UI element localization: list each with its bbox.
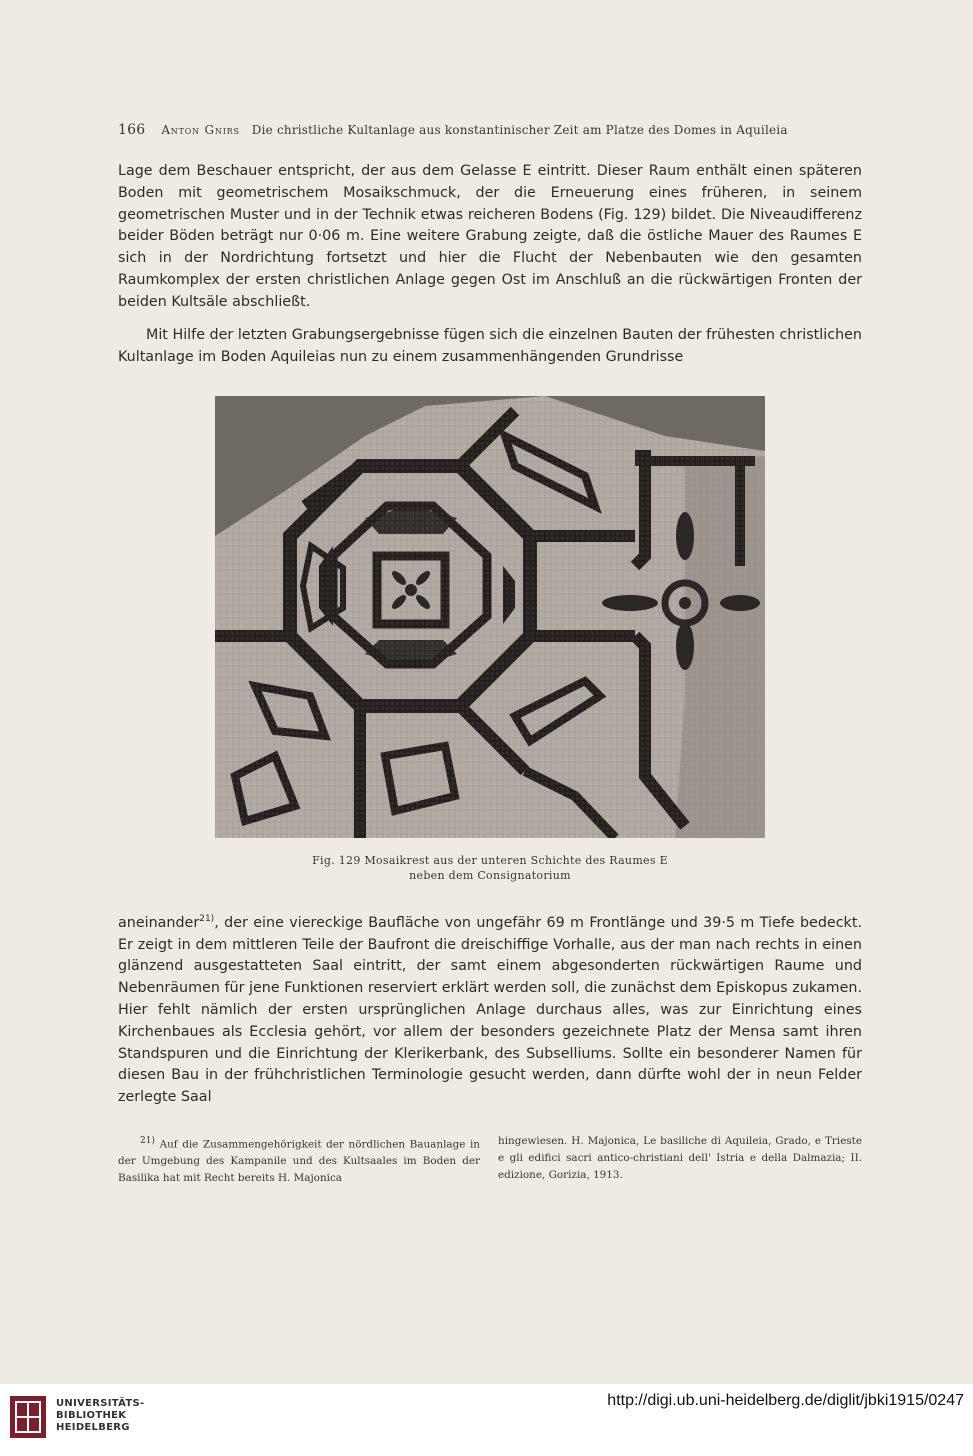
mosaic-photo xyxy=(215,396,765,838)
library-logo-icon xyxy=(8,1392,48,1442)
paragraph-2: Mit Hilfe der letzten Grabungsergebnisse fügen sich die einzelnen Bauten der frühesten christlichen Kultanlage im Boden Aquileias nun zu einem zusammenhängenden Grundrisse xyxy=(118,327,862,365)
footnote-reference: 21) xyxy=(199,914,215,924)
footnote-left-text: Auf die Zusammengehörigkeit der nördlichen Bauanlage in der Umgebung des Kampanile und des Kultsaales im Boden der Basilika hat mit Recht bereits H. Majonica xyxy=(118,1138,480,1185)
mosaic-figure xyxy=(215,396,765,838)
header-title: Die christliche Kultanlage aus konstantinischer Zeit am Platze des Domes in Aquileia xyxy=(251,123,788,137)
header-author: Anton Gnirs xyxy=(161,123,240,137)
caption-line-2: neben dem Consignatorium xyxy=(409,869,571,882)
paragraph-3-start: aneinander xyxy=(118,914,200,931)
paragraph-1: Lage dem Beschauer entspricht, der aus dem Gelasse E eintritt. Dieser Raum enthält einen späteren Boden mit geometrischem Mosaikschmuck, der die Erneuerung eines früheren, in seinem geometrischen Muster und in der Technik etwas reicheren Bodens (Fig. 129) bildet. Die Niveaudifferenz beider Böden beträgt nur 0·06 m. Eine weitere Grabung zeigte, daß die östliche Mauer des Raumes E sich in der Nordrichtung fortsetzt und hier die Flucht der Nebenbauten wie den gesamten Raumkomplex der ersten christlichen Anlage gegen Ost im Anschluß an die rückwärtigen Fronten der beiden Kultsäle abschließt. xyxy=(118,163,862,310)
library-name-line-3: HEIDELBERG xyxy=(56,1422,130,1433)
paragraph-3 xyxy=(118,909,862,1109)
footnote-marker: 21) xyxy=(140,1136,155,1146)
caption-line-1: Fig. 129 Mosaikrest aus der unteren Schichte des Raumes E xyxy=(312,854,668,867)
source-url[interactable]: http://digi.ub.uni-heidelberg.de/diglit/jbki1915/0247 xyxy=(607,1392,964,1409)
library-name-line-1: UNIVERSITÄTS- xyxy=(56,1398,145,1409)
library-name xyxy=(56,1398,145,1434)
footnote-right-column: hingewiesen. H. Majonica, Le basiliche di Aquileia, Grado, e Trieste e gli edifici sacri antico-christiani dell' Istria e della Dalmazia; II. edizione, Gorizia, 1913. xyxy=(498,1135,862,1181)
paragraph-3-body: , der eine viereckige Baufläche von ungefähr 69 m Frontlänge und 39·5 m Tiefe bedeckt. Er zeigt in dem mittleren Teile der Baufront die dreischiffige Vorhalle, aus der man nach rechts in einen glänzend ausgestatteten Saal eintritt, der samt einem abgesonderten rückwärtigen Raume und Nebenräumen für jene Funktionen reserviert erklärt werden soll, die zunächst dem Episkopus zukamen. Hier fehlt nämlich der ersten ursprünglichen Anlage durchaus alles, was zur Einrichtung eines Kirchenbaues als Ecclesia gehört, vor allem der besonders gezeichnete Platz der Mensa samt ihren Standspuren und die Einrichtung der Klerikerbank, des Subselliums. Sollte ein besonderer Namen für diesen Bau in der frühchristlichen Terminologie gesucht werden, dann dürfte wohl der in neun Felder zerlegte Saal xyxy=(118,914,862,1106)
running-header xyxy=(118,122,858,138)
footnote-left-column xyxy=(118,1133,480,1187)
library-name-line-2: BIBLIOTHEK xyxy=(56,1410,127,1421)
page-number: 166 xyxy=(118,122,146,138)
figure-caption xyxy=(215,853,765,883)
